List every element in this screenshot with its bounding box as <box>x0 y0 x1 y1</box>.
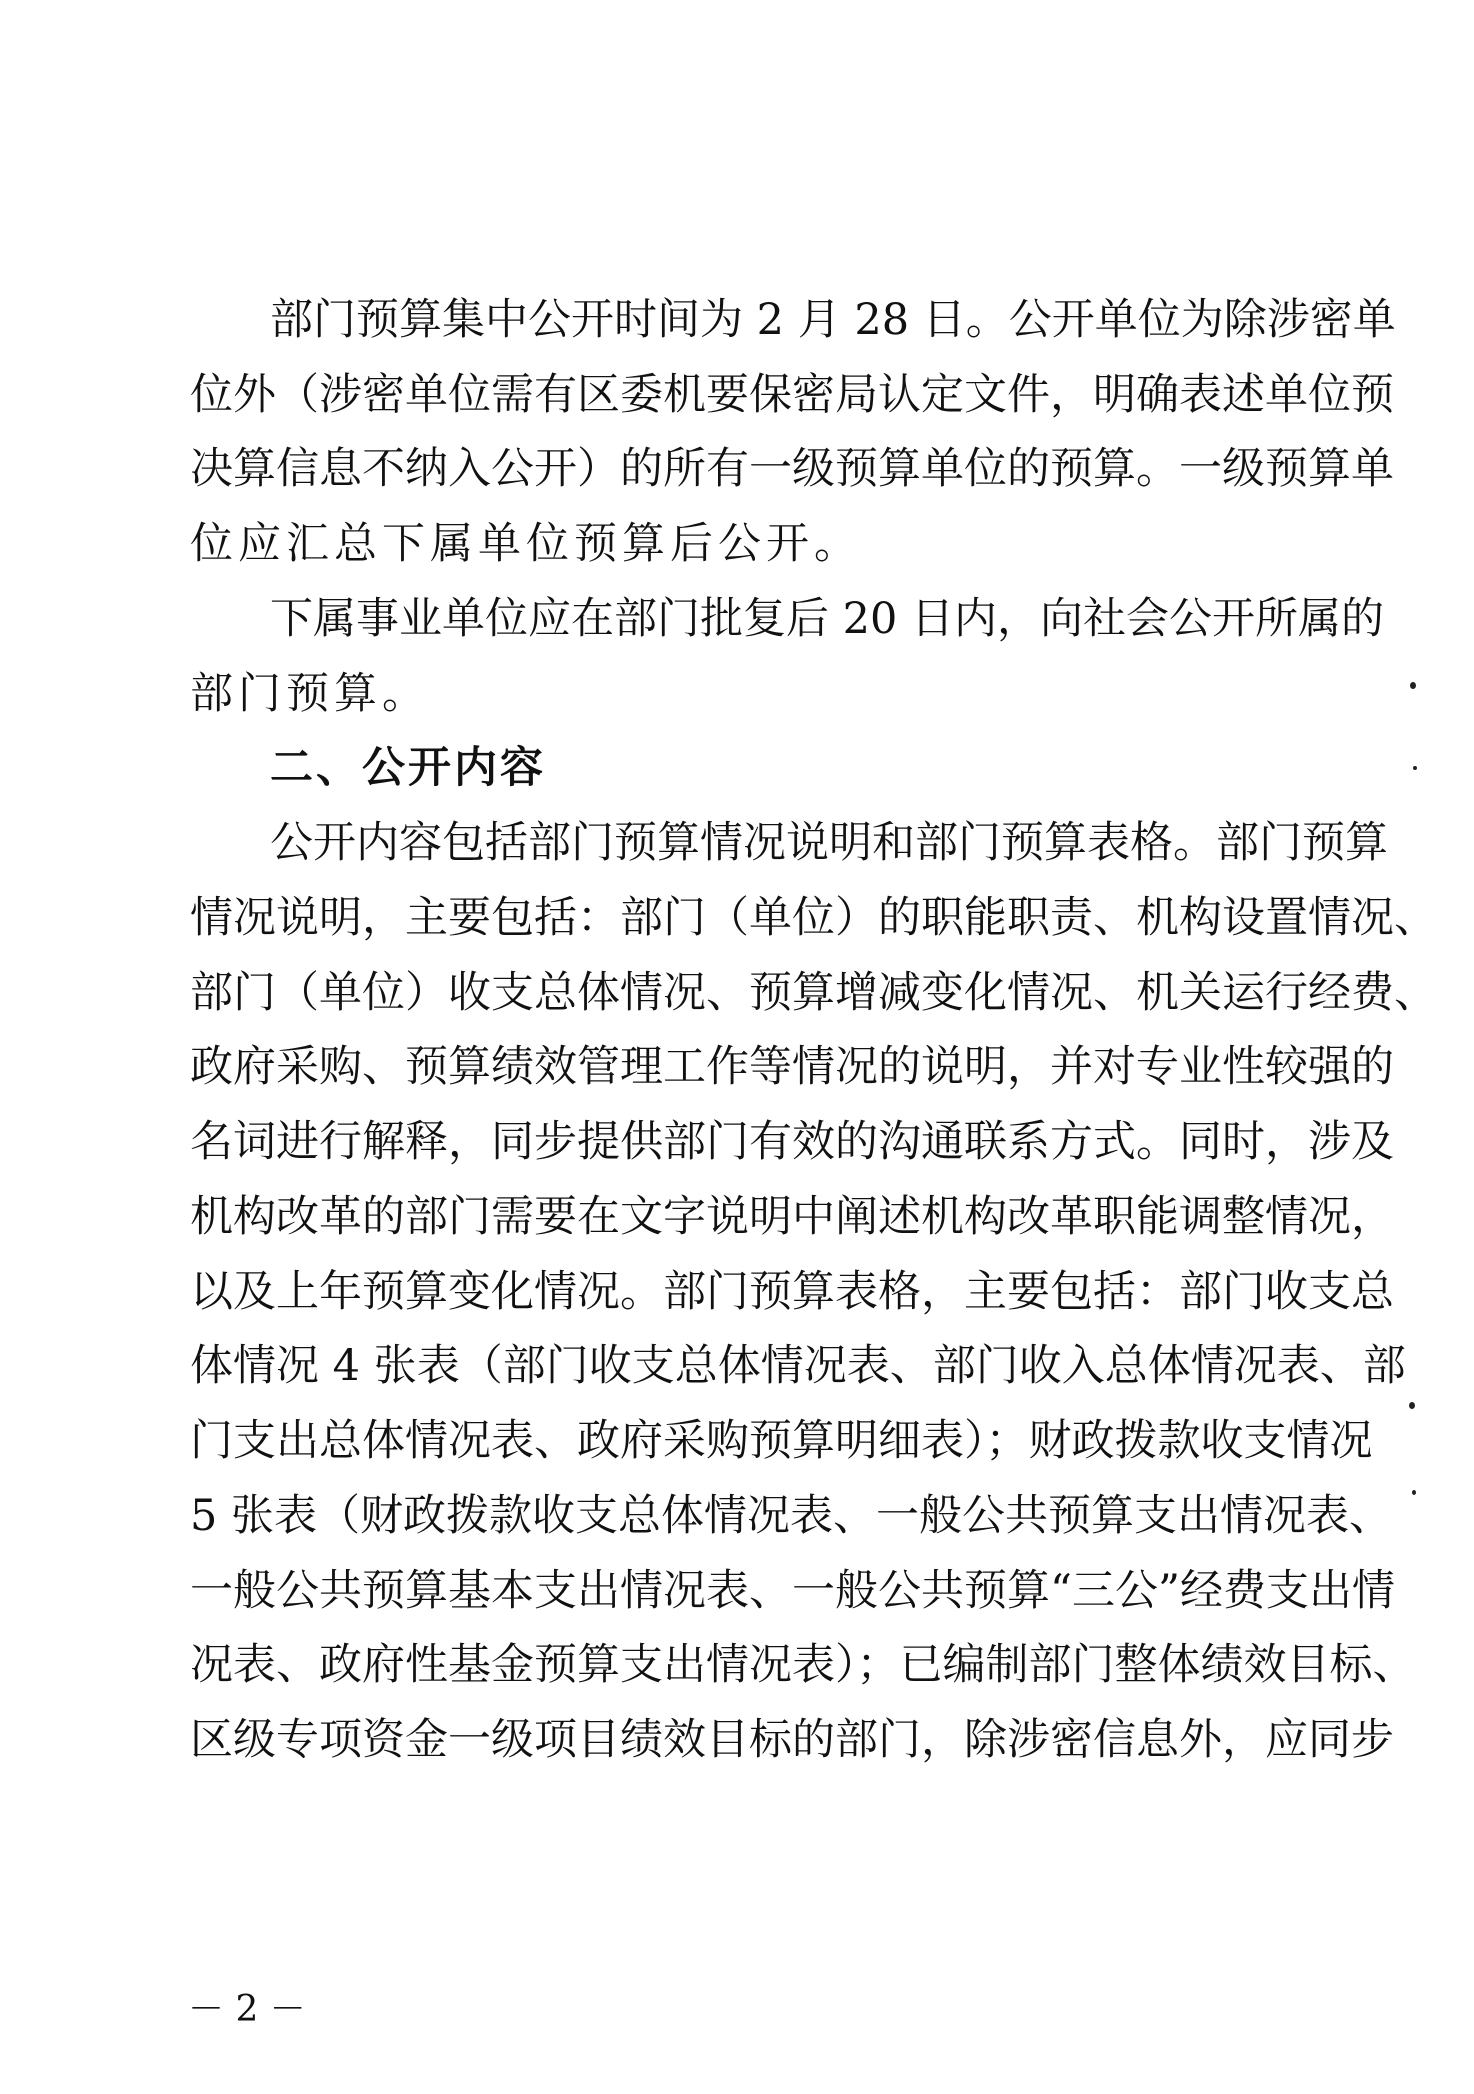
paragraph-3-line-1: 公开内容包括部门预算情况说明和部门预算表格。部门预算 <box>270 818 1388 868</box>
paragraph-1-line-2: 位外（涉密单位需有区委机要保密局认定文件，明确表述单位预 <box>190 370 1394 420</box>
section-heading: 二、公开内容 <box>270 743 546 793</box>
paragraph-3-line-2: 情况说明，主要包括：部门（单位）的职能职责、机构设置情况、 <box>190 893 1437 943</box>
paragraph-2-line-1: 下属事业单位应在部门批复后 20 日内，向社会公开所属的 <box>270 594 1385 644</box>
paragraph-3-line-4: 政府采购、预算绩效管理工作等情况的说明，并对专业性较强的 <box>190 1042 1394 1092</box>
paragraph-3-line-8: 体情况 4 张表（部门收支总体情况表、部门收入总体情况表、部 <box>190 1341 1406 1391</box>
paragraph-3-line-13: 区级专项资金一级项目绩效目标的部门，除涉密信息外，应同步 <box>190 1715 1394 1765</box>
paragraph-3-line-6: 机构改革的部门需要在文字说明中阐述机构改革职能调整情况， <box>190 1192 1394 1242</box>
scan-speck <box>1410 682 1416 689</box>
scan-speck <box>1409 1402 1415 1409</box>
scan-speck <box>1413 766 1417 770</box>
paragraph-3-line-11: 一般公共预算基本支出情况表、一般公共预算“三公”经费支出情 <box>190 1566 1395 1616</box>
paragraph-3-line-5: 名词进行解释，同步提供部门有效的沟通联系方式。同时，涉及 <box>190 1117 1394 1167</box>
paragraph-1-line-1: 部门预算集中公开时间为 2 月 28 日。公开单位为除涉密单 <box>270 295 1396 345</box>
paragraph-3-line-7: 以及上年预算变化情况。部门预算表格，主要包括：部门收支总 <box>190 1267 1394 1317</box>
paragraph-3-line-9: 门支出总体情况表、政府采购预算明细表）；财政拨款收支情况 <box>190 1416 1373 1466</box>
paragraph-3-line-3: 部门（单位）收支总体情况、预算增减变化情况、机关运行经费、 <box>190 968 1437 1018</box>
paragraph-1-line-4: 位应汇总下属单位预算后公开。 <box>190 519 862 569</box>
paragraph-2-line-2: 部门预算。 <box>190 669 430 719</box>
paragraph-3-line-12: 况表、政府性基金预算支出情况表）；已编制部门整体绩效目标、 <box>190 1640 1416 1690</box>
paragraph-1-line-3: 决算信息不纳入公开）的所有一级预算单位的预算。一级预算单 <box>190 444 1394 494</box>
paragraph-3-line-10: 5 张表（财政拨款收支总体情况表、一般公共预算支出情况表、 <box>190 1491 1393 1541</box>
page-number: － 2 － <box>188 1989 306 2030</box>
scan-speck <box>1412 1490 1416 1495</box>
